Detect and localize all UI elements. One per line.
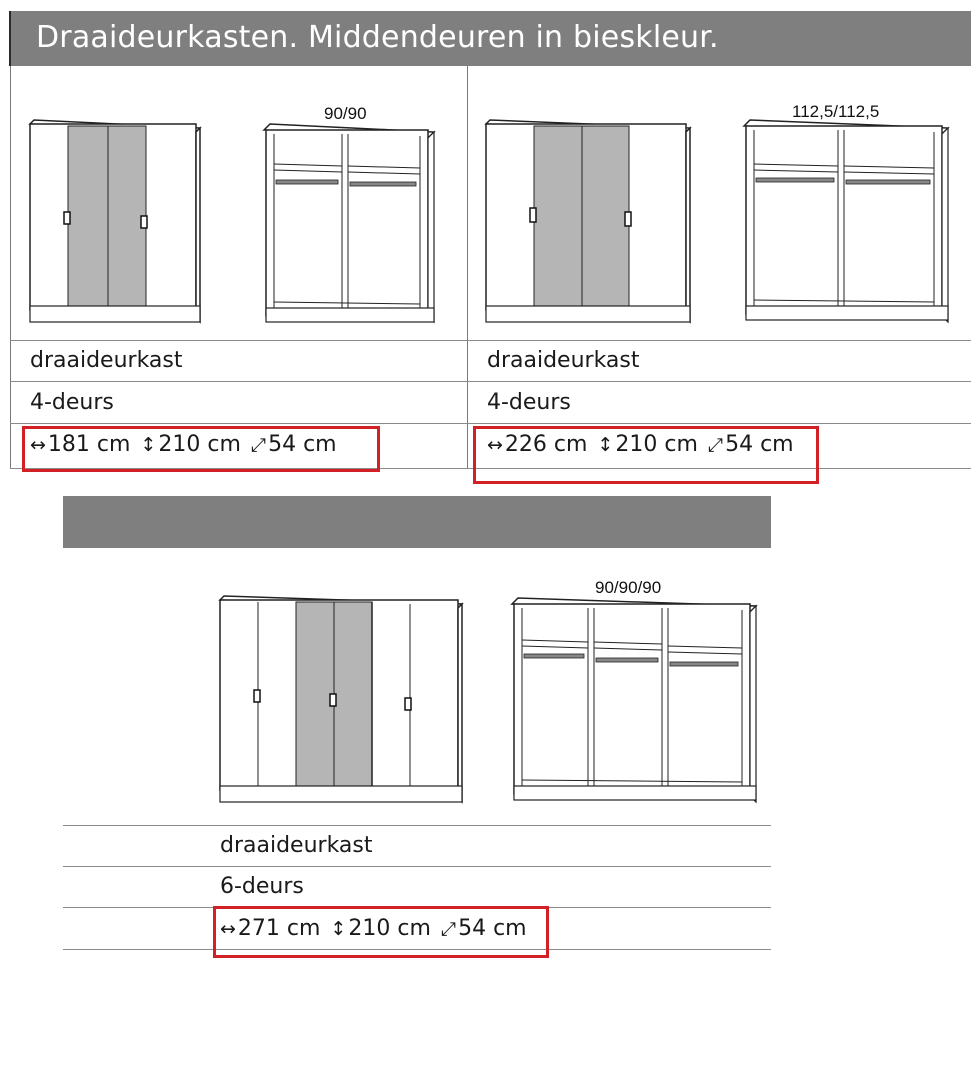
interior-label: 90/90/90 — [595, 578, 662, 597]
grid-middle-line — [467, 66, 468, 469]
grid-row-line-3 — [10, 423, 971, 424]
left-right-arrow-icon: ↔ — [487, 433, 503, 456]
height-value: 210 cm — [348, 916, 431, 941]
wardrobe-front-drawing-2 — [484, 118, 694, 324]
wardrobe-interior-drawing-1 — [262, 122, 438, 328]
section-header-bar-2 — [63, 496, 771, 548]
door-count: 4-deurs — [487, 390, 571, 415]
wardrobe-front-drawing-3 — [218, 594, 466, 806]
up-down-arrow-icon: ↕ — [597, 433, 614, 456]
depth-value: 54 cm — [725, 432, 794, 457]
width-value: 226 cm — [504, 432, 588, 457]
diagonal-arrow-icon: ⤢ — [440, 917, 457, 940]
wardrobe-interior-drawing-3 — [510, 596, 760, 808]
wardrobe-interior-drawing-2 — [742, 118, 952, 328]
grid-row-line-1 — [10, 340, 971, 341]
door-count: 6-deurs — [220, 874, 304, 899]
height-value: 210 cm — [615, 432, 698, 457]
width-value: 271 cm — [237, 916, 321, 941]
up-down-arrow-icon: ↕ — [330, 917, 347, 940]
product-type: draaideurkast — [487, 348, 640, 373]
section-title: Draaideurkasten. Middendeuren in bieskleur. — [36, 20, 719, 55]
interior-label: 112,5/112,5 — [792, 102, 880, 121]
interior-label: 90/90 — [324, 104, 367, 123]
wardrobe-front-drawing-1 — [28, 118, 204, 324]
grid-left-line — [10, 66, 11, 469]
grid-row-line-2 — [10, 381, 971, 382]
left-right-arrow-icon: ↔ — [30, 433, 46, 456]
depth-value: 54 cm — [268, 432, 337, 457]
diagonal-arrow-icon: ⤢ — [707, 433, 724, 456]
header-edge — [9, 11, 11, 66]
product-type: draaideurkast — [30, 348, 183, 373]
highlight-box — [22, 426, 380, 472]
height-value: 210 cm — [158, 432, 241, 457]
width-value: 181 cm — [47, 432, 131, 457]
product-type: draaideurkast — [220, 833, 373, 858]
highlight-box — [473, 426, 819, 484]
diagonal-arrow-icon: ⤢ — [250, 433, 267, 456]
table-row-line-1 — [63, 825, 771, 826]
left-right-arrow-icon: ↔ — [220, 917, 236, 940]
highlight-box — [213, 906, 549, 958]
depth-value: 54 cm — [458, 916, 527, 941]
table-row-line-2 — [63, 866, 771, 867]
door-count: 4-deurs — [30, 390, 114, 415]
up-down-arrow-icon: ↕ — [140, 433, 157, 456]
